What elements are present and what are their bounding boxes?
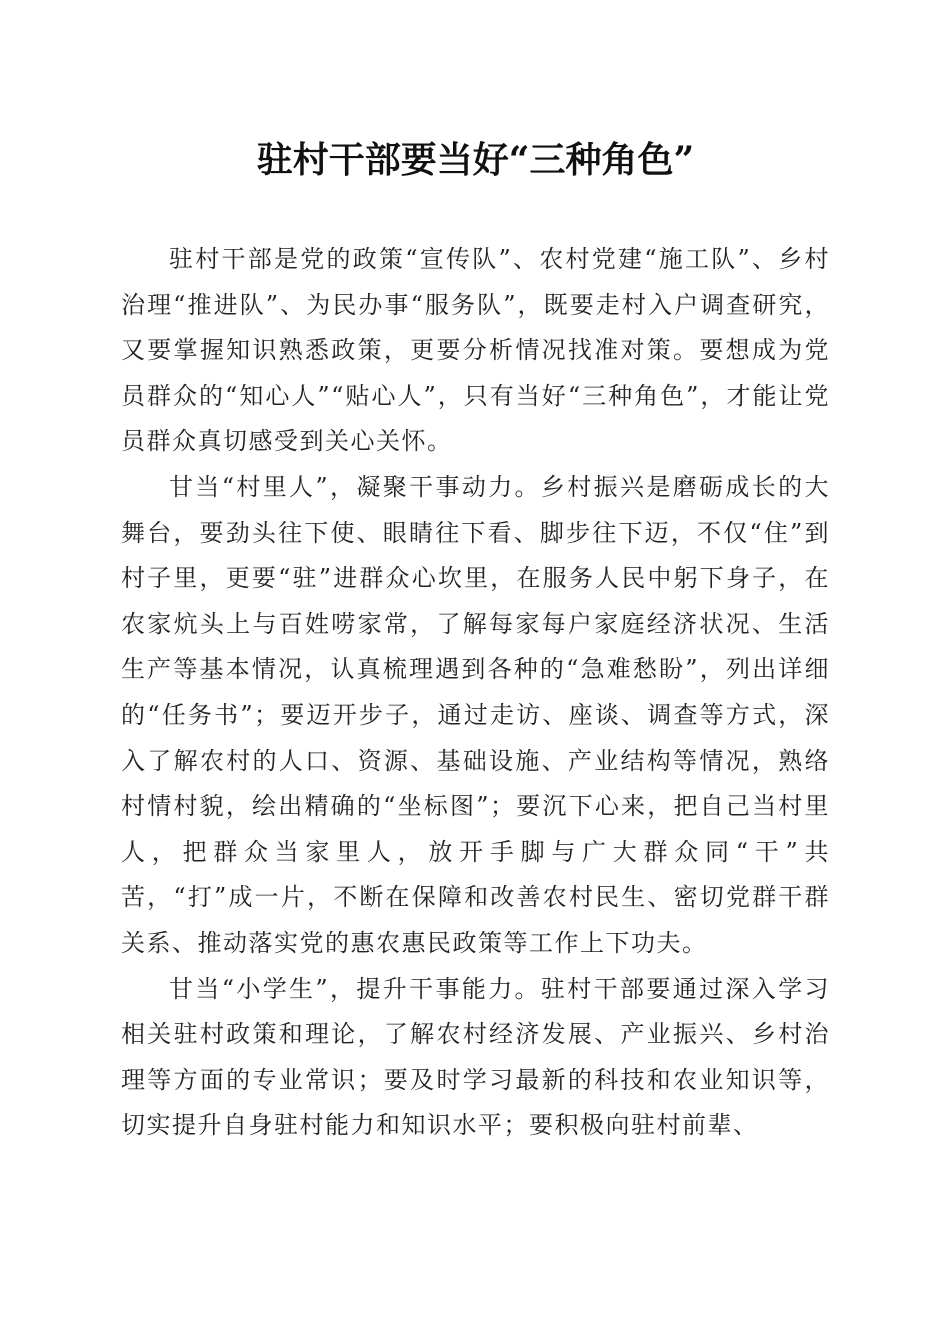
document-title: 驻村干部要当好“三种角色” <box>256 139 695 181</box>
document-body <box>121 237 830 1149</box>
paragraph-village-person: 甘当“村里人”，凝聚干事动力。乡村振兴是磨砺成长的大舞台，要劲头往下使、眼睛往下看、脚步往下迈，不仅“住”到村子里，更要“驻”进群众心坎里，在服务人民中躬下身子，在农家炕头上与百姓唠家常，了解每家每户家庭经济状况、生活生产等基本情况，认真梳理遇到各种的“急难愁盼”，列出详细的“任务书”；要迈开步子，通过走访、座谈、调查等方式，深入了解农村的人口、资源、基础设施、产业结构等情况，熟络村情村貌，绘出精确的“坐标图”；要沉下心来，把自己当村里人，把群众当家里人，放开手脚与广大群众同“干”共苦，“打”成一片，不断在保障和改善农村民生、密切党群干群关系、推动落实党的惠农惠民政策等工作上下功夫。 <box>121 472 830 957</box>
paragraph-intro: 驻村干部是党的政策“宣传队”、农村党建“施工队”、乡村治理“推进队”、为民办事“服务队”，既要走村入户调查研究，又要掌握知识熟悉政策，更要分析情况找准对策。要想成为党员群众的“知心人”“贴心人”，只有当好“三种角色”，才能让党员群众真切感受到关心关怀。 <box>121 245 830 456</box>
paragraph-student: 甘当“小学生”，提升干事能力。驻村干部要通过深入学习相关驻村政策和理论，了解农村经济发展、产业振兴、乡村治理等方面的专业常识；要及时学习最新的科技和农业知识等，切实提升自身驻村能力和知识水平；要积极向驻村前辈、 <box>121 974 830 1140</box>
